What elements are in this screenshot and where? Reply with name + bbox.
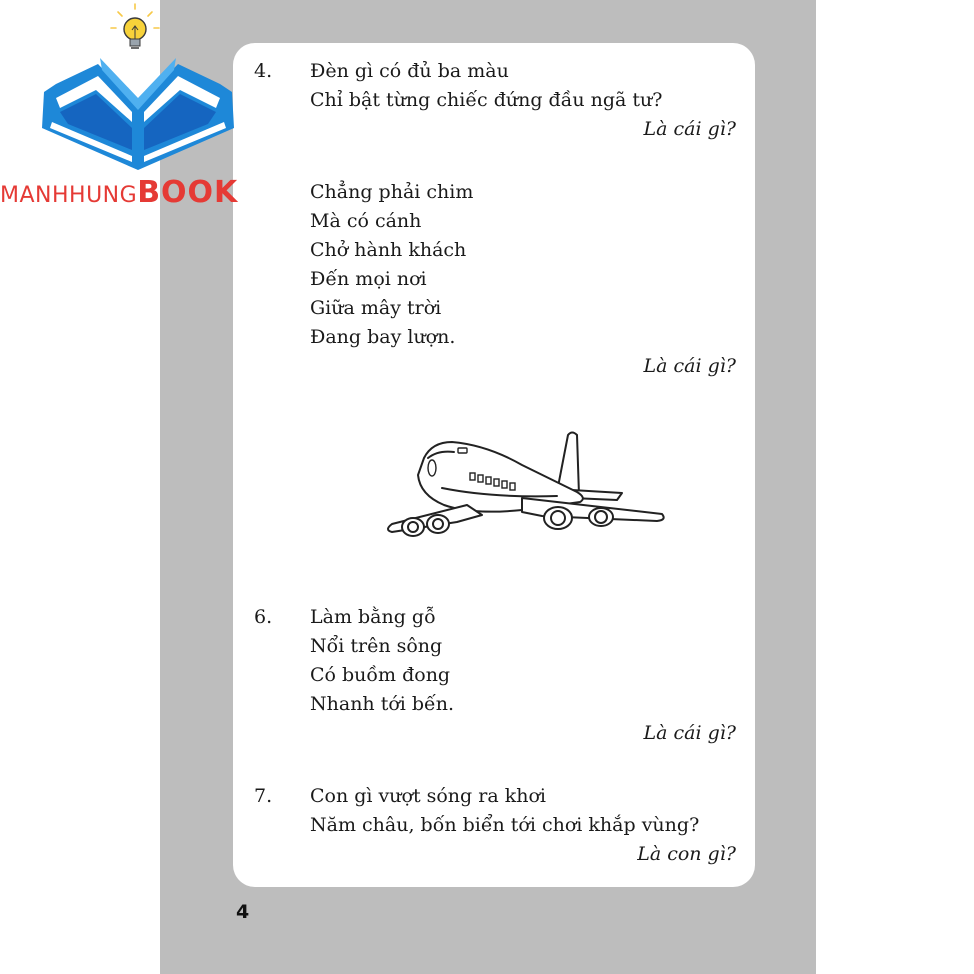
riddle-7-line-2: Năm châu, bốn biển tới chơi khắp vùng? <box>310 814 700 836</box>
brand-name-part-1: MANHHUNG <box>0 183 138 208</box>
riddle-5-line-6: Đang bay lượn. <box>310 326 456 348</box>
riddle-5-question: Là cái gì? <box>643 355 736 377</box>
riddle-6-line-3: Có buồm đong <box>310 664 451 686</box>
riddle-5-line-4: Đến mọi nơi <box>310 268 427 290</box>
riddle-6-question: Là cái gì? <box>643 722 736 744</box>
riddle-6-number: 6. <box>254 606 273 628</box>
manhhung-book-logo <box>38 0 238 175</box>
riddle-6-line-4: Nhanh tới bến. <box>310 693 455 715</box>
riddle-4-question: Là cái gì? <box>643 118 736 140</box>
riddle-7-question: Là con gì? <box>637 843 736 865</box>
riddle-5-line-2: Mà có cánh <box>310 210 422 232</box>
riddle-6-line-2: Nổi trên sông <box>310 635 443 657</box>
airplane-icon <box>372 380 674 577</box>
riddle-7-number: 7. <box>254 785 273 807</box>
riddle-7-line-1: Con gì vượt sóng ra khơi <box>310 785 546 807</box>
riddle-6-line-1: Làm bằng gỗ <box>310 606 436 628</box>
page-number: 4 <box>236 901 250 923</box>
riddle-4-line-2: Chỉ bật từng chiếc đứng đầu ngã tư? <box>310 89 663 111</box>
riddle-5-line-1: Chẳng phải chim <box>310 181 474 203</box>
riddle-5-line-5: Giữa mây trời <box>310 297 442 319</box>
brand-name-part-2: BOOK <box>137 175 239 210</box>
riddle-5-line-3: Chở hành khách <box>310 239 467 261</box>
airplane-illustration <box>372 380 674 577</box>
riddle-4-line-1: Đèn gì có đủ ba màu <box>310 60 509 82</box>
brand-name <box>0 175 239 210</box>
riddle-4-number: 4. <box>254 60 273 82</box>
